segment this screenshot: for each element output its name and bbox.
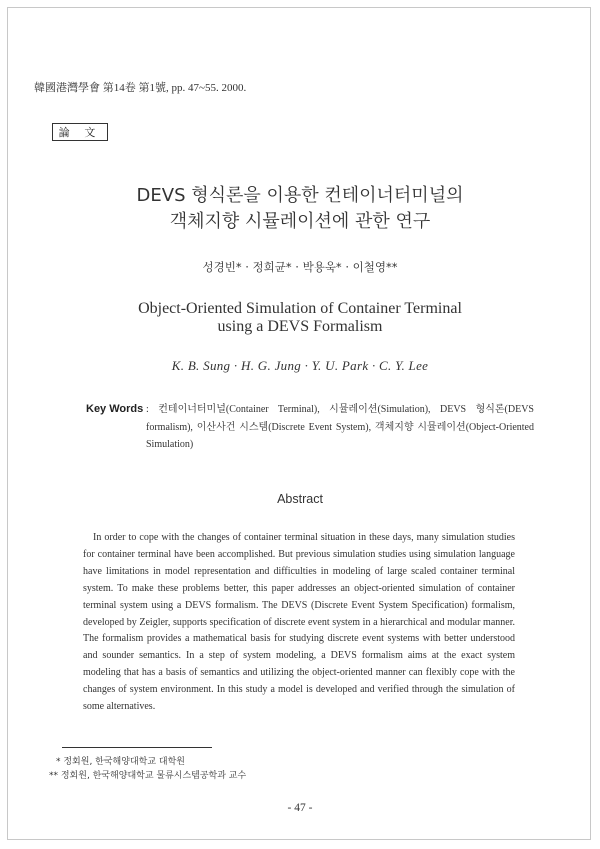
abstract-body: In order to cope with the changes of container terminal situation in these days, many simulation studies for container terminal have been accomplished. But previous simulation studies using simulation language have limitations in model representation and difficulties in modeling of large scaled container terminal system. To make these problems better, this paper addresses an object-oriented simulation of container terminal system using a DEVS formalism. The DEVS (Discrete Event System Specification) formalism, developed by Zeigler, supports specification of discrete event system in a hierarchical and modular manner. The formalism provides a mathematical basis for studying discrete event systems with better understood and sounder semantics. In a step of system modeling, a DEVS formalism aims at the exact system modeling that has a basis of semantics and utilizing the object-oriented manner can flexibly cope with the changes of system environment. In this study a model is developed and verified through the simulation of some alternatives. bbox=[83, 532, 515, 713]
abstract-heading: Abstract bbox=[277, 492, 323, 506]
english-title-line-1: Object-Oriented Simulation of Container Terminal bbox=[138, 300, 462, 317]
korean-authors: 성경빈* · 정희균* · 박용욱* · 이철영** bbox=[202, 260, 398, 274]
keywords-text: : 컨테이너터미널(Container Terminal), 시뮬레이션(Simulation), DEVS 형식론(DEVS formalism), 이산사건 시스템(Discrete Event System), 객체지향 시뮬레이션(Object-Oriented Simulation) bbox=[146, 404, 534, 450]
english-title-line-2: using a DEVS Formalism bbox=[217, 318, 383, 335]
korean-title-line-1: DEVS 형식론을 이용한 컨테이너터미널의 bbox=[136, 185, 464, 206]
keywords-label: Key Words bbox=[86, 403, 144, 415]
footnote-1: * 정회원, 한국해양대학교 대학원 bbox=[56, 757, 185, 767]
korean-title-line-2: 객체지향 시뮬레이션에 관한 연구 bbox=[169, 211, 431, 232]
journal-reference: 韓國港灣學會 第14卷 第1號, pp. 47~55. 2000. bbox=[34, 82, 247, 94]
english-authors: K. B. Sung · H. G. Jung · Y. U. Park · C. Y. Lee bbox=[171, 358, 429, 373]
footnote-2: ** 정회원, 한국해양대학교 물류시스템공학과 교수 bbox=[49, 771, 247, 781]
footnote-rule bbox=[62, 747, 212, 748]
page-number: - 47 - bbox=[287, 802, 313, 814]
section-tag: 論 文 bbox=[52, 123, 108, 141]
